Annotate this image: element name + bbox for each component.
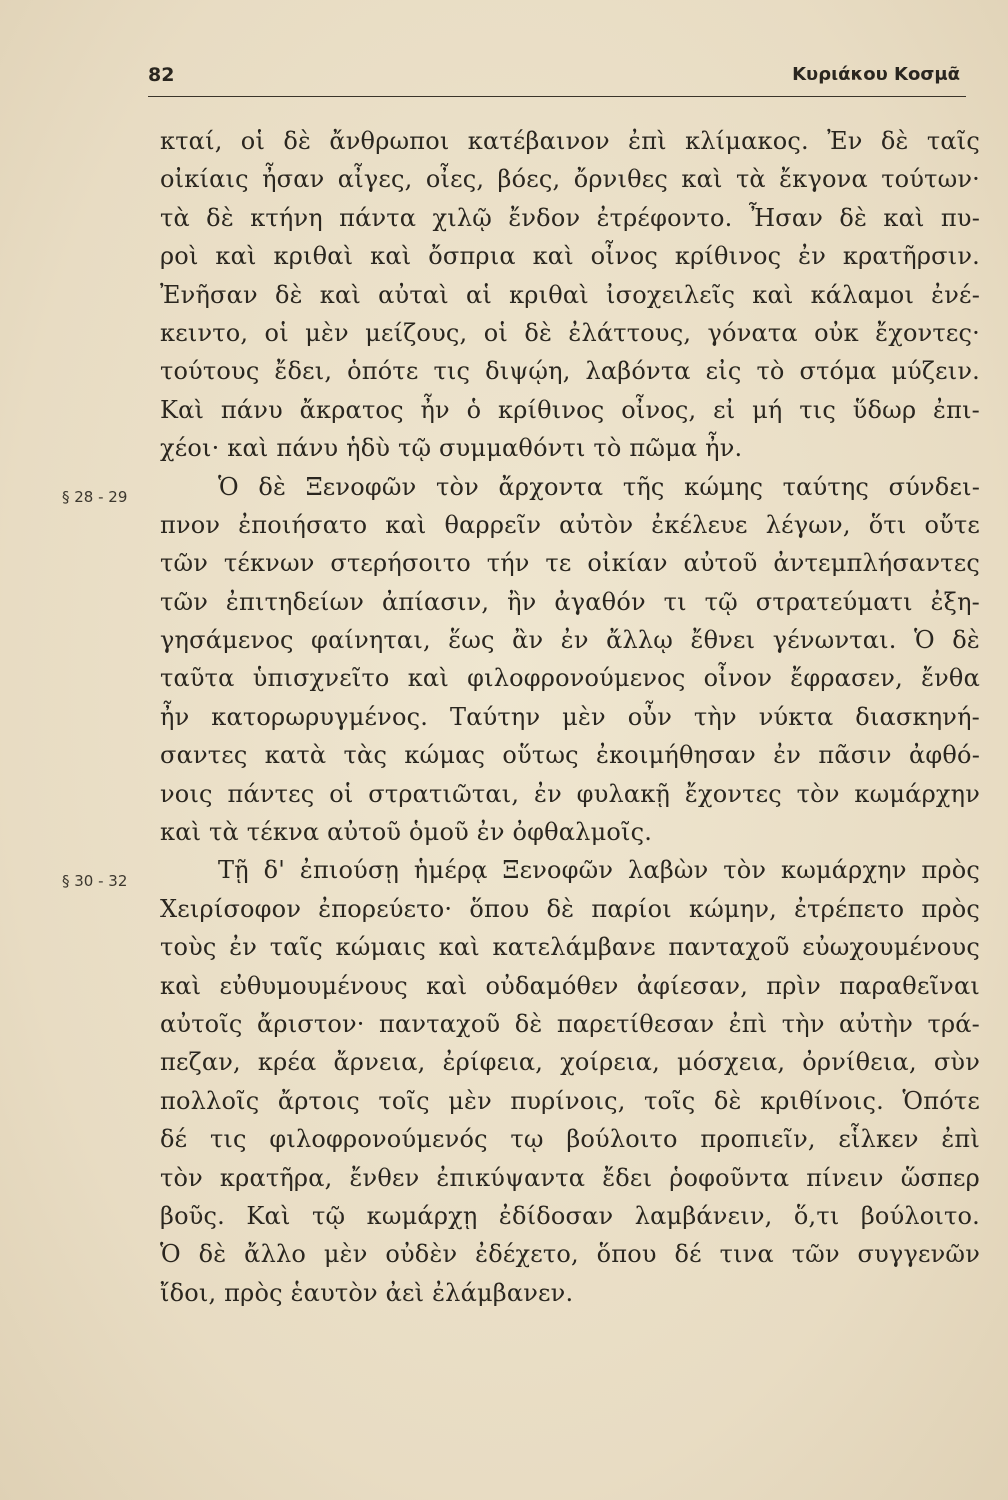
margin-note-section-28-29: § 28 - 29 (62, 488, 128, 506)
text-line: ροὶ καὶ κριθαὶ καὶ ὄσπρια καὶ οἶνος κρίθινος ἐν κρατῆρσιν. (160, 242, 980, 271)
page-number: 82 (148, 64, 175, 86)
header-rule (148, 96, 966, 97)
text-line: πεζαν, κρέα ἄρνεια, ἐρίφεια, χοίρεια, μόσχεια, ὀρνίθεια, σὺν (160, 1048, 980, 1077)
page-header (148, 64, 966, 92)
text-line: Ὁ δὲ Ξενοφῶν τὸν ἄρχοντα τῆς κώμης ταύτης σύνδει- (218, 472, 980, 501)
text-line: τοὺς ἐν ταῖς κώμαις καὶ κατελάμβανε πανταχοῦ εὐωχουμένους (160, 933, 980, 962)
text-line: σαντες κατὰ τὰς κώμας οὕτως ἐκοιμήθησαν ἐν πᾶσιν ἀφθό- (160, 741, 980, 770)
text-line: ἦν κατορωρυγμένος. Ταύτην μὲν οὖν τὴν νύκτα διασκηνή- (160, 702, 980, 731)
text-line: πνον ἐποιήσατο καὶ θαρρεῖν αὐτὸν ἐκέλευε λέγων, ὅτι οὔτε (160, 510, 980, 539)
body-text (160, 122, 980, 1312)
text-line: κταί, οἱ δὲ ἄνθρωποι κατέβαινον ἐπὶ κλίμακος. Ἐν δὲ ταῖς (160, 127, 980, 155)
text-line: Τῇ δ' ἐπιούσῃ ἡμέρᾳ Ξενοφῶν λαβὼν τὸν κωμάρχην πρὸς (218, 856, 980, 885)
text-line: καὶ εὐθυμουμένους καὶ οὐδαμόθεν ἀφίεσαν, πρὶν παραθεῖναι (160, 971, 980, 1000)
text-line: Ὁ δὲ ἄλλο μὲν οὐδὲν ἐδέχετο, ὅπου δέ τινα τῶν συγγενῶν (160, 1240, 980, 1269)
text-line: τὸν κρατῆρα, ἔνθεν ἐπικύψαντα ἔδει ῥοφοῦντα πίνειν ὥσπερ (160, 1163, 980, 1192)
margin-note-section-30-32: § 30 - 32 (62, 872, 128, 890)
text-line: τὰ δὲ κτήνη πάντα χιλῷ ἔνδον ἐτρέφοντο. Ἦσαν δὲ καὶ πυ- (160, 203, 980, 232)
text-line: τούτους ἔδει, ὁπότε τις διψῴη, λαβόντα εἰς τὸ στόμα μύζειν. (160, 357, 980, 386)
text-line: τῶν ἐπιτηδείων ἀπίασιν, ἢν ἀγαθόν τι τῷ στρατεύματι ἐξη- (160, 587, 980, 616)
text-line: οἰκίαις ἦσαν αἶγες, οἶες, βόες, ὄρνιθες καὶ τὰ ἔκγονα τούτων· (160, 165, 980, 194)
text-line: ἴδοι, πρὸς ἑαυτὸν ἀεὶ ἐλάμβανεν. (160, 1278, 574, 1307)
text-line: πολλοῖς ἄρτοις τοῖς μὲν πυρίνοις, τοῖς δὲ κριθίνοις. Ὁπότε (160, 1086, 980, 1115)
text-line: χέοι· καὶ πάνυ ἡδὺ τῷ συμμαθόντι τὸ πῶμα ἦν. (160, 434, 743, 463)
text-line: αὐτοῖς ἄριστον· πανταχοῦ δὲ παρετίθεσαν ἐπὶ τὴν αὐτὴν τρά- (160, 1009, 980, 1038)
text-line: Χειρίσοφον ἐπορεύετο· ὅπου δὲ παρίοι κώμην, ἐτρέπετο πρὸς (160, 894, 980, 923)
running-head: Κυριάκου Κοσμᾶ (792, 64, 960, 85)
text-line: Καὶ πάνυ ἄκρατος ἦν ὁ κρίθινος οἶνος, εἰ μή τις ὕδωρ ἐπι- (160, 395, 980, 424)
text-line: δέ τις φιλοφρονούμενός τῳ βούλοιτο προπιεῖν, εἷλκεν ἐπὶ (160, 1125, 980, 1154)
text-line: ταῦτα ὑπισχνεῖτο καὶ φιλοφρονούμενος οἶνον ἔφρασεν, ἔνθα (160, 664, 980, 693)
text-line: γησάμενος φαίνηται, ἕως ἂν ἐν ἄλλῳ ἔθνει γένωνται. Ὁ δὲ (160, 626, 980, 655)
text-line: νοις πάντες οἱ στρατιῶται, ἐν φυλακῇ ἔχοντες τὸν κωμάρχην (160, 779, 980, 808)
text-line: βοῦς. Καὶ τῷ κωμάρχῃ ἐδίδοσαν λαμβάνειν, ὅ,τι βούλοιτο. (160, 1201, 980, 1230)
text-line: τῶν τέκνων στερήσοιτο τήν τε οἰκίαν αὐτοῦ ἀντεμπλήσαντες (160, 549, 980, 578)
text-line: Ἐνῆσαν δὲ καὶ αὐταὶ αἱ κριθαὶ ἰσοχειλεῖς καὶ κάλαμοι ἐνέ- (160, 280, 980, 309)
text-line: κειντο, οἱ μὲν μείζους, οἱ δὲ ἐλάττους, γόνατα οὐκ ἔχοντες· (160, 318, 980, 347)
text-line: καὶ τὰ τέκνα αὐτοῦ ὁμοῦ ἐν ὀφθαλμοῖς. (160, 818, 653, 847)
